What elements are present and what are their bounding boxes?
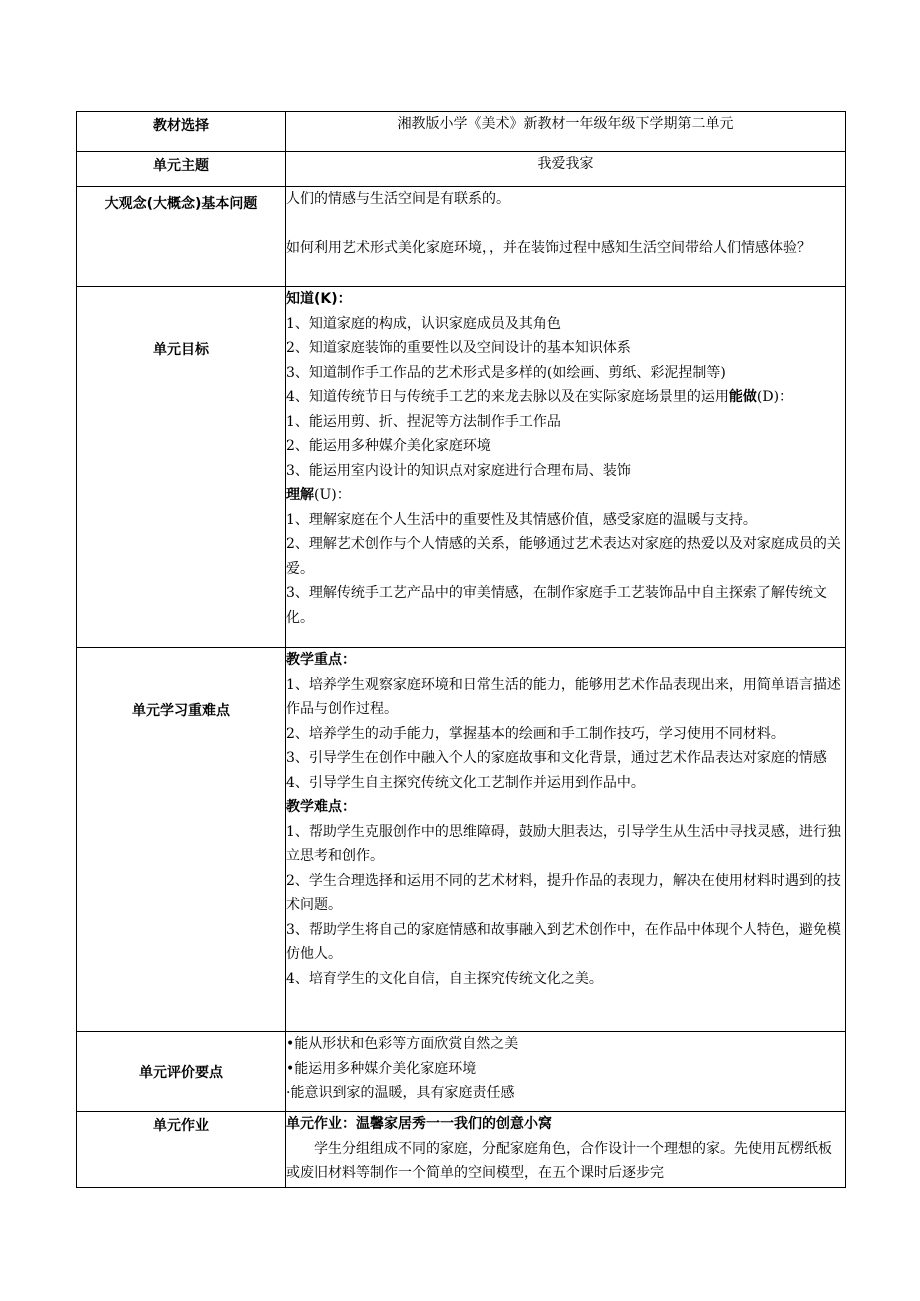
label-homework-text: 单元作业 [153, 1118, 209, 1134]
value-material [286, 112, 846, 152]
evaluation-item: ·能意识到家的温暖，具有家庭责任感 [286, 1085, 515, 1101]
label-goals-text: 单元目标 [153, 342, 209, 358]
row-homework [77, 1112, 846, 1188]
row-theme [77, 152, 846, 187]
difficulty-title: 教学难点： [286, 799, 356, 815]
label-goals [77, 287, 286, 648]
difficulty-item: 1、帮助学生克服创作中的思维障碍，鼓励大胆表达，引导学生从生活中寻找灵感，进行独立思考和创作。 [286, 823, 841, 864]
difficulty-item: 4、培育学生的文化自信，自主探究传统文化之美。 [286, 970, 603, 987]
understand-title-line [286, 483, 845, 508]
value-material-text: 湘教版小学《美术》新教材一年级年级下学期第二单元 [397, 116, 734, 132]
do-suffix: (D)： [756, 389, 794, 405]
evaluation-item: •能运用多种媒介美化家庭环境 [286, 1060, 477, 1077]
evaluation-item: •能从形状和色彩等方面欣赏自然之美 [286, 1036, 519, 1052]
understand-item: 1、理解家庭在个人生活中的重要性及其情感价值，感受家庭的温暖与支持。 [286, 511, 757, 528]
unit-plan-table [76, 111, 846, 1188]
label-homework [77, 1112, 286, 1188]
homework-title: 单元作业：温馨家居秀一一我们的创意小窝 [286, 1116, 552, 1132]
label-key-points [77, 648, 286, 1032]
value-theme [286, 152, 846, 187]
know-item: 2、知道家庭装饰的重要性以及空间设计的基本知识体系 [286, 340, 631, 356]
row-key-points [77, 648, 846, 1032]
do-item: 1、能运用剪、折、捏泥等方法制作手工作品 [286, 413, 561, 430]
value-big-idea [286, 187, 846, 287]
understand-item: 3、理解传统手工艺产品中的审美情感，在制作家庭手工艺装饰品中自主探索了解传统文化。 [286, 585, 827, 626]
understand-title: 理解 [286, 487, 314, 503]
row-big-idea [77, 187, 846, 287]
do-item: 3、能运用室内设计的知识点对家庭进行合理布局、装饰 [286, 462, 631, 479]
do-title: 能做 [728, 389, 757, 405]
label-material-text: 教材选择 [153, 118, 209, 134]
focus-item: 2、培养学生的动手能力，掌握基本的绘画和手工制作技巧，学习使用不同材料。 [286, 725, 785, 742]
label-evaluation [77, 1032, 286, 1112]
big-idea-line: 如何利用艺术形式美化家庭环境，，并在装饰过程中感知生活空间带给人们情感体验？ [286, 239, 811, 256]
focus-item: 3、引导学生在创作中融入个人的家庭故事和文化背景，通过艺术作品表达对家庭的情感 [286, 750, 827, 766]
label-theme [77, 152, 286, 187]
value-evaluation [286, 1032, 846, 1112]
label-big-idea-text: 大观念(大概念)基本问题 [104, 196, 258, 212]
difficulty-item: 3、帮助学生将自己的家庭情感和故事融入到艺术创作中，在作品中体现个人特色，避免模仿他人。 [286, 921, 841, 962]
know-item-with-do-title [286, 385, 845, 410]
value-goals [286, 287, 846, 648]
value-homework [286, 1112, 846, 1188]
value-theme-text: 我爱我家 [537, 156, 594, 172]
know-item: 1、知道家庭的构成，认识家庭成员及其角色 [286, 315, 561, 332]
label-theme-text: 单元主题 [153, 158, 209, 174]
homework-body: 学生分组组成不同的家庭，分配家庭角色，合作设计一个理想的家。先使用瓦楞纸板或废旧材料等制作一个简单的空间模型，在五个课时后逐步完 [286, 1140, 832, 1181]
understand-item: 2、理解艺术创作与个人情感的关系，能够通过艺术表达对家庭的热爱以及对家庭成员的关爱。 [286, 536, 841, 577]
focus-item: 1、培养学生观察家庭环境和日常生活的能力，能够用艺术作品表现出来，用简单语言描述作品与创作过程。 [286, 676, 841, 717]
value-key-points [286, 648, 846, 1032]
label-key-points-text: 单元学习重难点 [132, 703, 230, 719]
focus-title: 教学重点： [286, 652, 356, 668]
label-material [77, 112, 286, 152]
row-material [77, 112, 846, 152]
understand-suffix: (U)： [314, 487, 351, 503]
know-item: 3、知道制作手工作品的艺术形式是多样的(如绘画、剪纸、彩泥捏制等) [286, 364, 726, 381]
label-big-idea [77, 187, 286, 287]
difficulty-item: 2、学生合理选择和运用不同的艺术材料，提升作品的表现力，解决在使用材料时遇到的技术问题。 [286, 872, 841, 913]
focus-item: 4、引导学生自主探究传统文化工艺制作并运用到作品中。 [286, 774, 645, 791]
do-item: 2、能运用多种媒介美化家庭环境 [286, 438, 491, 454]
label-evaluation-text: 单元评价要点 [139, 1065, 223, 1081]
row-goals [77, 287, 846, 648]
row-evaluation [77, 1032, 846, 1112]
know-item: 4、知道传统节日与传统手工艺的来龙去脉以及在实际家庭场景里的运用 [286, 389, 729, 405]
know-title: 知道(K)： [286, 291, 352, 307]
big-idea-line: 人们的情感与生活空间是有联系的。 [286, 191, 510, 207]
